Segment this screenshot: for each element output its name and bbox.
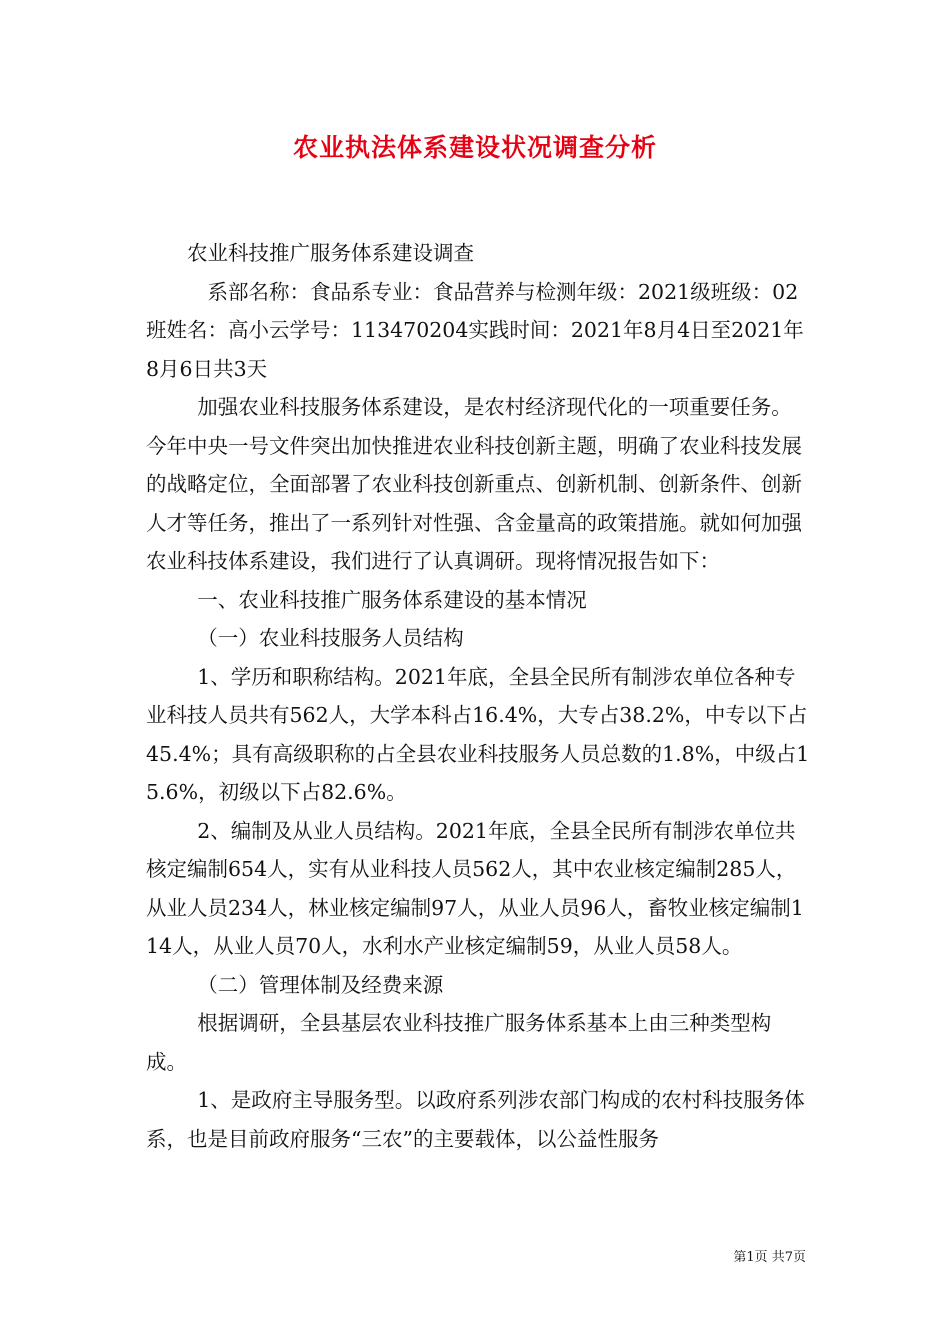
document-title: 农业执法体系建设状况调查分析 [292,133,657,162]
paragraph-subtitle: 农业科技推广服务体系建设调查 [187,241,474,265]
paragraph-education-structure: 1、学历和职称结构。2021年底，全县全民所有制涉农单位各种专业科技人员共有562人，大学本科占16.4%，大专占38.2%，中专以下占45.4%；具有高级职称的占全县农业科技服务人员总数的1.8%，中级占15.6%，初级以下占82.6%。 [146,664,810,804]
heading-subsection-2: （二）管理体制及经费来源 [197,972,444,997]
heading-subsection-1: （一）农业科技服务人员结构 [197,626,464,650]
document-body [146,234,812,1158]
page-number: 第1页 共7页 [733,1250,806,1265]
heading-section-1: 一、农业科技推广服务体系建设的基本情况 [197,587,587,612]
paragraph-intro: 加强农业科技服务体系建设，是农村经济现代化的一项重要任务。今年中央一号文件突出加快推进农业科技创新主题，明确了农业科技发展的战略定位，全面部署了农业科技创新重点、创新机制、创新条件、创新人才等任务，推出了一系列针对性强、含金量高的政策措施。就如何加强农业科技体系建设，我们进行了认真调研。现将情况报告如下： [146,395,802,573]
paragraph-student-info: 系部名称：食品系专业：食品营养与检测年级：2021级班级：02班姓名：高小云学号：113470204实践时间：2021年8月4日至2021年8月6日共3天 [146,279,804,381]
paragraph-government-type: 1、是政府主导服务型。以政府系列涉农部门构成的农村科技服务体系，也是目前政府服务“三农”的主要载体，以公益性服务 [146,1088,805,1151]
paragraph-system-types: 根据调研，全县基层农业科技推广服务体系基本上由三种类型构成。 [146,1011,772,1074]
paragraph-staffing-structure: 2、编制及从业人员结构。2021年底，全县全民所有制涉农单位共核定编制654人，实有从业科技人员562人，其中农业核定编制285人，从业人员234人，林业核定编制97人，从业人员96人，畜牧业核定编制114人，从业人员70人，水利水产业核定编制59，从业人员58人。 [146,818,804,958]
